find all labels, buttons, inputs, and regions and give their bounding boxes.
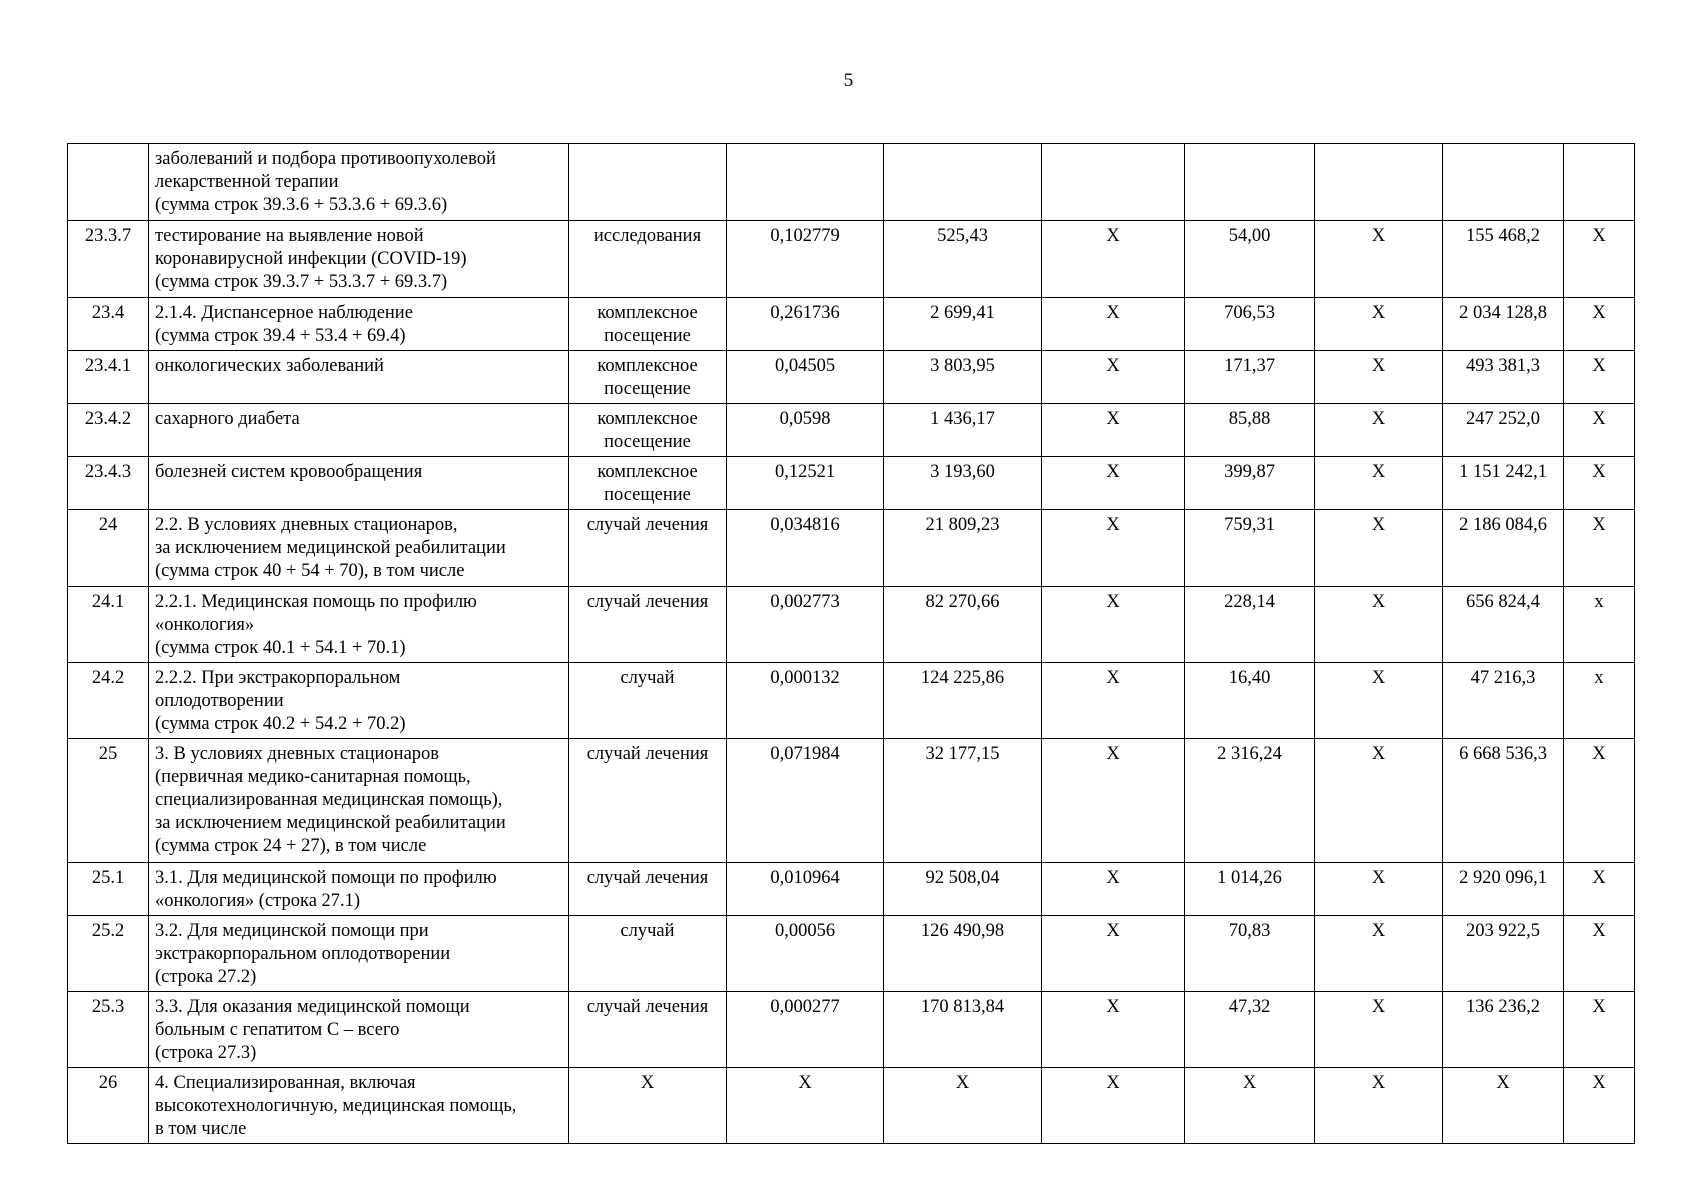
value-cell	[1042, 144, 1185, 221]
table-row	[68, 298, 1635, 351]
value-cell: 247 252,0	[1443, 404, 1564, 457]
value-cell: 0,071984	[727, 739, 884, 863]
value-cell: 493 381,3	[1443, 351, 1564, 404]
value-cell: Х	[1315, 916, 1443, 992]
value-cell: 2 034 128,8	[1443, 298, 1564, 351]
value-cell: Х	[1315, 351, 1443, 404]
row-number-cell: 23.4.2	[68, 404, 149, 457]
indicator-name-cell: 2.2. В условиях дневных стационаров, за исключением медицинской реабилитации (сумма строк 40 + 54 + 70), в том числе	[149, 510, 569, 587]
value-cell: 0,0598	[727, 404, 884, 457]
value-cell: 136 236,2	[1443, 992, 1564, 1068]
value-cell: Х	[1042, 916, 1185, 992]
value-cell: Х	[1042, 298, 1185, 351]
value-cell: 16,40	[1185, 663, 1315, 739]
value-cell: Х	[1042, 510, 1185, 587]
row-number-cell: 24.2	[68, 663, 149, 739]
value-cell: Х	[1564, 351, 1635, 404]
row-number-cell: 24	[68, 510, 149, 587]
indicator-name-cell: 2.2.2. При экстракорпоральном оплодотворении (сумма строк 40.2 + 54.2 + 70.2)	[149, 663, 569, 739]
value-cell: Х	[1042, 587, 1185, 663]
value-cell: Х	[1042, 221, 1185, 298]
value-cell: 3 803,95	[884, 351, 1042, 404]
unit-cell: комплексное посещение	[569, 457, 727, 510]
value-cell	[1185, 144, 1315, 221]
indicator-name-cell: 2.2.1. Медицинская помощь по профилю «онкология» (сумма строк 40.1 + 54.1 + 70.1)	[149, 587, 569, 663]
value-cell: Х	[1315, 587, 1443, 663]
value-cell: Х	[1185, 1068, 1315, 1144]
value-cell: 82 270,66	[884, 587, 1042, 663]
table-row	[68, 916, 1635, 992]
value-cell	[1564, 144, 1635, 221]
row-number-cell: 23.4	[68, 298, 149, 351]
value-cell: 228,14	[1185, 587, 1315, 663]
indicator-name-cell: заболеваний и подбора противоопухолевой лекарственной терапии (сумма строк 39.3.6 + 53.3.6 + 69.3.6)	[149, 144, 569, 221]
unit-cell: исследования	[569, 221, 727, 298]
value-cell: Х	[1443, 1068, 1564, 1144]
row-number-cell: 24.1	[68, 587, 149, 663]
row-number-cell: 25	[68, 739, 149, 863]
indicator-name-cell: 3.1. Для медицинской помощи по профилю «онкология» (строка 27.1)	[149, 863, 569, 916]
value-cell: 2 920 096,1	[1443, 863, 1564, 916]
unit-cell: случай лечения	[569, 510, 727, 587]
indicator-name-cell: 3.3. Для оказания медицинской помощи больным с гепатитом С – всего (строка 27.3)	[149, 992, 569, 1068]
value-cell: 1 014,26	[1185, 863, 1315, 916]
unit-cell: комплексное посещение	[569, 404, 727, 457]
value-cell: Х	[1315, 863, 1443, 916]
value-cell: 155 468,2	[1443, 221, 1564, 298]
value-cell: Х	[1042, 404, 1185, 457]
table-row	[68, 663, 1635, 739]
value-cell: Х	[1042, 351, 1185, 404]
value-cell: Х	[1564, 457, 1635, 510]
value-cell: 47,32	[1185, 992, 1315, 1068]
value-cell: Х	[1315, 457, 1443, 510]
table-row	[68, 587, 1635, 663]
value-cell: 399,87	[1185, 457, 1315, 510]
value-cell: 92 508,04	[884, 863, 1042, 916]
value-cell: 203 922,5	[1443, 916, 1564, 992]
table-row	[68, 144, 1635, 221]
value-cell: Х	[1042, 663, 1185, 739]
value-cell: Х	[1564, 863, 1635, 916]
page-number: 5	[843, 70, 854, 91]
value-cell: 2 699,41	[884, 298, 1042, 351]
value-cell: 706,53	[1185, 298, 1315, 351]
value-cell	[884, 144, 1042, 221]
unit-cell: случай лечения	[569, 739, 727, 863]
value-cell: Х	[1315, 1068, 1443, 1144]
row-number-cell: 25.3	[68, 992, 149, 1068]
value-cell: 21 809,23	[884, 510, 1042, 587]
value-cell: Х	[1315, 992, 1443, 1068]
row-number-cell: 26	[68, 1068, 149, 1144]
value-cell: Х	[1564, 739, 1635, 863]
value-cell: Х	[1315, 510, 1443, 587]
table-row	[68, 1068, 1635, 1144]
value-cell: 1 436,17	[884, 404, 1042, 457]
row-number-cell: 23.4.1	[68, 351, 149, 404]
table-row	[68, 404, 1635, 457]
value-cell: Х	[884, 1068, 1042, 1144]
value-cell: Х	[1315, 221, 1443, 298]
value-cell: 0,00056	[727, 916, 884, 992]
unit-cell	[569, 144, 727, 221]
value-cell: 54,00	[1185, 221, 1315, 298]
value-cell: 171,37	[1185, 351, 1315, 404]
value-cell: Х	[1564, 1068, 1635, 1144]
value-cell: Х	[1564, 992, 1635, 1068]
table-row	[68, 739, 1635, 863]
value-cell: Х	[1042, 992, 1185, 1068]
value-cell	[727, 144, 884, 221]
value-cell: 70,83	[1185, 916, 1315, 992]
table-row	[68, 863, 1635, 916]
value-cell: Х	[1315, 663, 1443, 739]
indicator-name-cell: 2.1.4. Диспансерное наблюдение (сумма строк 39.4 + 53.4 + 69.4)	[149, 298, 569, 351]
value-cell: 0,04505	[727, 351, 884, 404]
row-number-cell: 23.3.7	[68, 221, 149, 298]
indicator-name-cell: болезней систем кровообращения	[149, 457, 569, 510]
value-cell: Х	[1564, 510, 1635, 587]
table-row	[68, 221, 1635, 298]
value-cell: 0,261736	[727, 298, 884, 351]
value-cell: Х	[1564, 298, 1635, 351]
unit-cell: Х	[569, 1068, 727, 1144]
value-cell: Х	[1042, 457, 1185, 510]
value-cell: 32 177,15	[884, 739, 1042, 863]
value-cell: 525,43	[884, 221, 1042, 298]
value-cell: Х	[1315, 298, 1443, 351]
value-cell	[1443, 144, 1564, 221]
value-cell: 0,102779	[727, 221, 884, 298]
indicator-name-cell: тестирование на выявление новой коронавирусной инфекции (COVID-19) (сумма строк 39.3.7 + 53.3.7 + 69.3.7)	[149, 221, 569, 298]
row-number-cell	[68, 144, 149, 221]
value-cell: 0,034816	[727, 510, 884, 587]
table-row	[68, 992, 1635, 1068]
value-cell: Х	[1564, 404, 1635, 457]
value-cell: 126 490,98	[884, 916, 1042, 992]
table-row	[68, 351, 1635, 404]
value-cell: Х	[1564, 221, 1635, 298]
unit-cell: случай	[569, 916, 727, 992]
value-cell: 85,88	[1185, 404, 1315, 457]
row-number-cell: 23.4.3	[68, 457, 149, 510]
value-cell: х	[1564, 587, 1635, 663]
value-cell: 759,31	[1185, 510, 1315, 587]
indicator-name-cell: 4. Специализированная, включая высокотехнологичную, медицинская помощь, в том числе	[149, 1068, 569, 1144]
value-cell: 0,000277	[727, 992, 884, 1068]
unit-cell: случай лечения	[569, 992, 727, 1068]
value-cell: 0,002773	[727, 587, 884, 663]
unit-cell: случай лечения	[569, 863, 727, 916]
value-cell: Х	[1042, 1068, 1185, 1144]
value-cell: 0,12521	[727, 457, 884, 510]
value-cell: 2 316,24	[1185, 739, 1315, 863]
unit-cell: случай	[569, 663, 727, 739]
value-cell: Х	[1042, 863, 1185, 916]
table-row	[68, 457, 1635, 510]
row-number-cell: 25.2	[68, 916, 149, 992]
unit-cell: случай лечения	[569, 587, 727, 663]
value-cell: 124 225,86	[884, 663, 1042, 739]
value-cell: 3 193,60	[884, 457, 1042, 510]
value-cell: 2 186 084,6	[1443, 510, 1564, 587]
indicator-name-cell: сахарного диабета	[149, 404, 569, 457]
data-table	[67, 143, 1635, 1144]
unit-cell: комплексное посещение	[569, 351, 727, 404]
value-cell: 0,000132	[727, 663, 884, 739]
value-cell: Х	[727, 1068, 884, 1144]
value-cell: х	[1564, 663, 1635, 739]
indicator-name-cell: 3.2. Для медицинской помощи при экстракорпоральном оплодотворении (строка 27.2)	[149, 916, 569, 992]
value-cell: Х	[1042, 739, 1185, 863]
row-number-cell: 25.1	[68, 863, 149, 916]
value-cell: 656 824,4	[1443, 587, 1564, 663]
value-cell: 1 151 242,1	[1443, 457, 1564, 510]
table-row	[68, 510, 1635, 587]
indicator-name-cell: онкологических заболеваний	[149, 351, 569, 404]
value-cell: 6 668 536,3	[1443, 739, 1564, 863]
unit-cell: комплексное посещение	[569, 298, 727, 351]
value-cell: Х	[1564, 916, 1635, 992]
value-cell: Х	[1315, 739, 1443, 863]
value-cell: 47 216,3	[1443, 663, 1564, 739]
value-cell	[1315, 144, 1443, 221]
value-cell: 0,010964	[727, 863, 884, 916]
value-cell: 170 813,84	[884, 992, 1042, 1068]
value-cell: Х	[1315, 404, 1443, 457]
indicator-name-cell: 3. В условиях дневных стационаров (первичная медико-санитарная помощь, специализированная медицинская помощь), за исключением медицинской реабилитации (сумма строк 24 + 27), в том числе	[149, 739, 569, 863]
